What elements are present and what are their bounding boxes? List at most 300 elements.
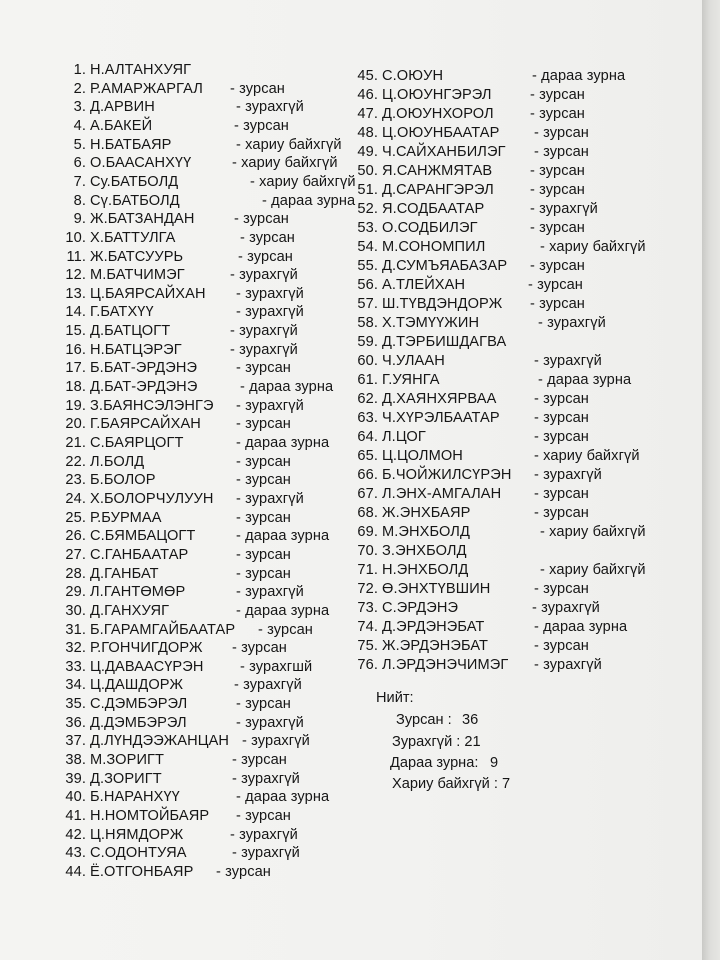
item-status: - зурахгүй <box>236 584 304 601</box>
item-number: 13. <box>65 285 86 302</box>
item-status: - зурсан <box>530 220 585 236</box>
item-name: Д.СУМЪЯАБАЗАР <box>382 258 508 274</box>
list-item <box>354 619 628 635</box>
item-name: Д.ОЮУНХОРОЛ <box>382 106 494 122</box>
list-item <box>62 229 295 246</box>
item-name: О.СОДБИЛЭГ <box>382 220 478 236</box>
item-name: Д.ЭРДЭНЭБАТ <box>382 619 485 635</box>
item-number: 73. <box>357 600 378 616</box>
item-name: Р.ГОНЧИГДОРЖ <box>90 640 203 657</box>
item-status: - хариу байхгүй <box>534 448 640 464</box>
item-status: - зурсан <box>530 182 585 198</box>
list-item <box>62 826 298 843</box>
item-status: - хариу байхгүй <box>540 524 646 540</box>
item-status: - зурсан <box>236 546 291 563</box>
item-status: - зурахгүй <box>234 677 302 694</box>
list-item <box>354 163 585 179</box>
item-name: Я.СОДБААТАР <box>382 201 485 217</box>
item-name: Я.САНЖМЯТАВ <box>382 163 493 179</box>
item-status: - хариу байхгүй <box>236 136 342 153</box>
item-number: 10. <box>65 229 86 246</box>
item-name: С.БЯМБАЦОГТ <box>90 528 196 545</box>
item-number: 70. <box>357 543 378 559</box>
item-name: Н.БАТБАЯР <box>90 136 172 153</box>
item-name: Д.АРВИН <box>90 99 155 116</box>
item-name: Ш.ТҮВДЭНДОРЖ <box>382 296 503 312</box>
list-item <box>62 640 287 657</box>
item-status: - зурахгүй <box>236 490 304 507</box>
list-item <box>354 277 583 293</box>
list-item <box>62 733 310 750</box>
item-name: Ж.ЭРДЭНЭБАТ <box>382 638 489 654</box>
summary-label: Зурсан : <box>396 712 452 728</box>
item-status: - дараа зурна <box>534 619 628 635</box>
item-name: Ц.ДАВААСҮРЭН <box>90 658 204 675</box>
item-status: - хариу байхгүй <box>540 562 646 578</box>
item-name: Ж.ЭНХБАЯР <box>382 505 471 521</box>
item-status: - зурахгүй <box>230 323 298 340</box>
item-name: С.ГАНБААТАР <box>90 546 189 563</box>
item-number: 32. <box>65 640 86 657</box>
item-number: 22. <box>65 453 86 470</box>
item-name: Б.ГАРАМГАЙБААТАР <box>90 621 236 638</box>
item-number: 65. <box>357 448 378 464</box>
item-name: Д.ДЭМБЭРЭЛ <box>90 714 187 731</box>
item-number: 44. <box>65 863 86 880</box>
item-status: - зурахгүй <box>232 770 300 787</box>
list-item <box>62 136 342 153</box>
summary-row <box>396 712 479 728</box>
item-number: 58. <box>357 315 378 331</box>
item-name: Ө.ЭНХТҮВШИН <box>382 581 491 597</box>
item-name: Сү.БАТБОЛД <box>90 192 180 209</box>
item-status: - зурахгшй <box>240 658 313 675</box>
item-name: Р.БУРМАА <box>90 509 162 526</box>
list-item <box>62 99 304 116</box>
item-number: 63. <box>357 410 378 426</box>
summary-row <box>392 734 481 750</box>
item-number: 59. <box>357 334 378 350</box>
item-number: 69. <box>357 524 378 540</box>
item-status: - зурсан <box>234 117 289 134</box>
item-number: 30. <box>65 602 86 619</box>
item-status: - дараа зурна <box>236 602 330 619</box>
list-item <box>354 581 589 597</box>
item-name: Ж.БАТСУУРЬ <box>90 248 184 265</box>
item-number: 17. <box>65 360 86 377</box>
item-name: Ж.БАТЗАНДАН <box>90 211 195 228</box>
item-number: 71. <box>357 562 378 578</box>
list-item <box>62 565 291 582</box>
item-status: - зурсан <box>530 258 585 274</box>
list-item <box>354 353 602 369</box>
item-status: - зурсан <box>236 696 291 713</box>
item-name: Н.БАТЦЭРЭГ <box>90 341 182 358</box>
item-number: 76. <box>357 657 378 673</box>
list-item <box>62 472 291 489</box>
item-status: - зурсан <box>232 752 287 769</box>
item-number: 27. <box>65 546 86 563</box>
item-status: - зурсан <box>530 106 585 122</box>
item-number: 55. <box>357 258 378 274</box>
item-status: - зурсан <box>234 211 289 228</box>
item-name: А.БАКЕЙ <box>90 117 153 134</box>
list-item <box>62 808 291 824</box>
item-status: - зурсан <box>534 144 589 160</box>
list-item <box>62 285 304 302</box>
summary-row <box>392 776 510 792</box>
item-number: 62. <box>357 391 378 407</box>
list-item <box>62 789 330 806</box>
item-name: Л.ГАНТӨМӨР <box>90 584 186 601</box>
item-name: А.ТЛЕЙХАН <box>382 277 466 293</box>
list-item <box>62 360 291 377</box>
item-name: Х.ТЭМҮҮЖИН <box>382 315 480 331</box>
list-item <box>62 584 304 601</box>
item-name: З.БАЯНСЭЛЭНГЭ <box>90 397 214 414</box>
item-number: 6. <box>73 155 86 172</box>
item-status: - зурахгүй <box>230 341 298 358</box>
item-status: - зурсан <box>534 429 589 445</box>
item-name: С.ЭРДЭНЭ <box>382 600 459 616</box>
item-number: 48. <box>357 125 378 141</box>
item-number: 47. <box>357 106 378 122</box>
list-item <box>62 453 291 470</box>
item-number: 12. <box>65 267 86 284</box>
item-name: Х.БАТТУЛГА <box>90 229 176 246</box>
item-number: 64. <box>357 429 378 445</box>
item-status: - зурсан <box>530 163 585 179</box>
item-number: 19. <box>65 397 86 414</box>
list-item <box>354 448 640 464</box>
list-item <box>62 845 300 862</box>
item-status: - зурахгүй <box>236 714 304 731</box>
list-item <box>62 546 291 563</box>
list-item <box>354 315 606 331</box>
item-number: 53. <box>357 220 378 236</box>
item-number: 68. <box>357 505 378 521</box>
list-item <box>354 410 589 426</box>
item-status: - хариу байхгүй <box>250 173 356 190</box>
item-name: Д.ГАНХУЯГ <box>90 602 170 619</box>
item-status: - зурсан <box>530 87 585 103</box>
item-number: 34. <box>65 677 86 694</box>
item-name: Д.САРАНГЭРЭЛ <box>382 182 494 198</box>
list-item <box>354 429 589 445</box>
item-status: - зурахгүй <box>230 826 298 843</box>
item-status: - зурсан <box>236 472 291 489</box>
item-name: Г.УЯНГА <box>382 372 440 388</box>
list-item <box>354 106 585 122</box>
list-item <box>62 173 356 190</box>
item-number: 42. <box>65 826 86 843</box>
item-name: Н.АЛТАНХУЯГ <box>90 62 192 78</box>
item-status: - дараа зурна <box>240 379 334 396</box>
list-item <box>354 87 585 103</box>
list-item <box>62 528 330 545</box>
item-name: Д.БАТЦОГТ <box>90 323 171 340</box>
summary-row <box>390 755 499 771</box>
item-status: - зурахгүй <box>534 467 602 483</box>
item-name: Су.БАТБОЛД <box>90 173 179 190</box>
summary-title: Нийт: <box>376 690 414 706</box>
summary-label: Хариу байхгүй : 7 <box>392 776 511 792</box>
item-number: 57. <box>357 296 378 312</box>
item-name: Ч.ХҮРЭЛБААТАР <box>382 410 500 426</box>
list-item <box>62 62 191 78</box>
item-number: 3. <box>73 99 86 116</box>
list-item <box>62 696 291 713</box>
item-name: М.БАТЧИМЭГ <box>90 267 185 284</box>
list-item <box>62 323 298 340</box>
item-number: 8. <box>73 192 86 209</box>
item-name: Л.ЦОГ <box>382 429 426 445</box>
list-item <box>62 211 289 228</box>
list-item <box>62 752 287 769</box>
item-number: 4. <box>73 117 86 134</box>
item-number: 14. <box>65 304 86 321</box>
item-name: З.ЭНХБОЛД <box>382 543 467 559</box>
item-status: - зурсан <box>530 296 585 312</box>
paper-edge <box>702 0 720 960</box>
summary-value: 9 <box>490 755 499 771</box>
list-item <box>354 600 600 616</box>
list-item <box>354 467 602 483</box>
item-status: - хариу байхгүй <box>232 155 338 172</box>
list-item <box>62 863 271 880</box>
item-name: Г.БАЯРСАЙХАН <box>90 416 201 433</box>
item-status: - зурсан <box>236 416 291 433</box>
list-item <box>354 372 632 388</box>
item-name: Б.ЧОЙЖИЛСҮРЭН <box>382 467 512 483</box>
list-item <box>354 505 589 521</box>
item-status: - зурахгүй <box>236 99 304 116</box>
item-number: 2. <box>73 80 86 97</box>
item-name: М.СОНОМПИЛ <box>382 239 486 255</box>
list-item <box>354 524 646 540</box>
item-name: Ц.НЯМДОРЖ <box>90 826 184 843</box>
item-number: 35. <box>65 696 86 713</box>
item-number: 5. <box>73 136 86 153</box>
item-status: - дараа зурна <box>532 68 626 84</box>
item-status: - дараа зурна <box>538 372 632 388</box>
item-status: - зурсан <box>236 453 291 470</box>
item-name: Б.БОЛОР <box>90 472 156 489</box>
list-item <box>354 220 585 236</box>
item-name: Д.ЗОРИГТ <box>90 770 162 787</box>
item-status: - зурсан <box>236 360 291 377</box>
item-number: 7. <box>73 173 86 190</box>
item-number: 52. <box>357 201 378 217</box>
item-status: - зурахгүй <box>232 845 300 862</box>
list-item <box>62 658 313 675</box>
item-status: - зурсан <box>238 248 293 265</box>
item-status: - зурахгүй <box>236 285 304 302</box>
list-item <box>354 144 589 160</box>
list-item <box>62 770 300 787</box>
list-item <box>62 267 298 284</box>
summary-label: Зурахгүй : 21 <box>392 734 481 750</box>
item-name: Д.ГАНБАТ <box>90 565 159 582</box>
item-status: - дараа зурна <box>236 528 330 545</box>
item-number: 61. <box>357 372 378 388</box>
list-item <box>62 602 330 619</box>
list-item <box>62 435 330 451</box>
item-name: М.ЭНХБОЛД <box>382 524 470 540</box>
list-item <box>354 391 589 407</box>
item-number: 16. <box>65 341 86 358</box>
item-status: - зурсан <box>236 565 291 582</box>
list-item <box>354 239 646 255</box>
item-number: 67. <box>357 486 378 502</box>
list-item <box>354 638 589 654</box>
item-status: - зурсан <box>534 581 589 597</box>
item-name: Л.ЭРДЭНЭЧИМЭГ <box>382 657 509 673</box>
list-item <box>354 182 585 198</box>
item-number: 43. <box>65 845 86 862</box>
item-name: Ц.ДАШДОРЖ <box>90 677 184 694</box>
summary-value: 36 <box>462 712 479 728</box>
item-status: - зурсан <box>236 509 291 526</box>
item-number: 39. <box>65 770 86 787</box>
item-name: С.БАЯРЦОГТ <box>90 435 184 451</box>
item-number: 36. <box>65 714 86 731</box>
list-item <box>62 117 289 134</box>
item-name: Ё.ОТГОНБАЯР <box>90 863 194 880</box>
item-name: Д.ТЭРБИШДАГВА <box>382 334 507 350</box>
list-item <box>62 416 291 433</box>
item-number: 33. <box>65 658 86 675</box>
item-number: 60. <box>357 353 378 369</box>
item-name: Б.БАТ-ЭРДЭНЭ <box>90 360 198 377</box>
item-name: Ц.ОЮУНБААТАР <box>382 125 500 141</box>
item-number: 23. <box>65 472 86 489</box>
item-status: - зурахгүй <box>236 304 304 321</box>
item-name: О.БААСАНХҮҮ <box>90 155 192 172</box>
item-status: - зурахгүй <box>534 353 602 369</box>
item-number: 9. <box>73 211 86 228</box>
item-name: С.ОДОНТУЯА <box>90 845 187 862</box>
list-item <box>62 155 338 172</box>
list-item <box>62 621 313 638</box>
item-status: - дараа зурна <box>262 192 356 209</box>
list-item <box>354 296 585 312</box>
item-status: - зурахгүй <box>534 657 602 673</box>
item-name: Д.ХАЯНХЯРВАА <box>382 391 497 407</box>
list-item <box>62 509 291 526</box>
item-status: - зурсан <box>534 410 589 426</box>
item-name: Б.НАРАНХҮҮ <box>90 789 180 806</box>
item-name: Н.ЭНХБОЛД <box>382 562 469 578</box>
item-status: - дараа зурна <box>236 789 330 806</box>
list-item <box>62 304 304 321</box>
item-status: - зурсан <box>230 80 285 97</box>
item-status: - зурсан <box>240 229 295 246</box>
item-name: Д.БАТ-ЭРДЭНЭ <box>90 379 198 396</box>
item-status: - зурсан <box>534 638 589 654</box>
item-number: 11. <box>66 248 86 265</box>
item-name: Л.БОЛД <box>90 453 145 470</box>
item-number: 29. <box>65 584 86 601</box>
item-number: 41. <box>65 808 86 824</box>
list-item <box>354 201 598 217</box>
item-status: - зурахгүй <box>236 397 304 414</box>
item-number: 18. <box>65 379 86 396</box>
item-number: 46. <box>357 87 378 103</box>
item-status: - зурахгүй <box>532 600 600 616</box>
item-number: 24. <box>65 490 86 507</box>
item-number: 66. <box>357 467 378 483</box>
item-status: - дараа зурна <box>236 435 330 451</box>
list-item <box>62 248 293 265</box>
item-number: 1. <box>73 62 86 78</box>
item-number: 31. <box>65 621 86 638</box>
list-item <box>62 490 304 507</box>
list-item <box>354 562 646 578</box>
item-number: 56. <box>357 277 378 293</box>
item-number: 40. <box>65 789 86 806</box>
item-status: - зурсан <box>534 125 589 141</box>
item-name: Р.АМАРЖАРГАЛ <box>90 80 203 97</box>
item-status: - зурсан <box>216 863 271 880</box>
item-name: Ц.ЦОЛМОН <box>382 448 463 464</box>
item-status: - зурсан <box>528 277 583 293</box>
item-status: - зурсан <box>236 808 291 824</box>
item-number: 49. <box>357 144 378 160</box>
item-name: Д.ЛҮНДЭЭЖАНЦАН <box>90 733 230 750</box>
item-name: С.ДЭМБЭРЭЛ <box>90 696 188 713</box>
list-item <box>354 258 585 274</box>
list-item <box>62 714 304 731</box>
item-name: Ч.САЙХАНБИЛЭГ <box>382 144 506 160</box>
list-item <box>354 125 589 141</box>
item-status: - зурахгүй <box>230 267 298 284</box>
item-number: 28. <box>65 565 86 582</box>
item-name: Х.БОЛОРЧУЛУУН <box>90 490 214 507</box>
list-item <box>62 379 334 396</box>
item-name: М.ЗОРИГТ <box>90 752 165 769</box>
item-number: 15. <box>65 323 86 340</box>
item-number: 38. <box>65 752 86 769</box>
item-name: С.ОЮУН <box>382 68 444 84</box>
item-status: - зурсан <box>534 486 589 502</box>
item-status: - зурсан <box>258 621 313 638</box>
item-name: Л.ЭНХ-АМГАЛАН <box>382 486 502 502</box>
list-item <box>62 341 298 358</box>
list-item <box>354 334 506 350</box>
item-status: - зурахгүй <box>242 733 310 750</box>
item-status: - зурсан <box>232 640 287 657</box>
list-item <box>62 397 304 414</box>
list-item <box>354 68 626 84</box>
list-item <box>62 677 302 694</box>
item-number: 20. <box>65 416 86 433</box>
list-item <box>354 486 589 502</box>
item-status: - хариу байхгүй <box>540 239 646 255</box>
item-number: 50. <box>357 163 378 179</box>
item-number: 25. <box>65 509 86 526</box>
item-name: Н.НОМТОЙБАЯР <box>90 808 210 824</box>
item-number: 72. <box>357 581 378 597</box>
list-item <box>62 80 285 97</box>
item-status: - зурахгүй <box>530 201 598 217</box>
item-number: 54. <box>357 239 378 255</box>
item-status: - зурсан <box>534 505 589 521</box>
item-number: 21. <box>65 435 86 451</box>
item-number: 51. <box>357 182 378 198</box>
item-number: 37. <box>65 733 86 750</box>
item-name: Ц.ОЮУНГЭРЭЛ <box>382 87 492 103</box>
